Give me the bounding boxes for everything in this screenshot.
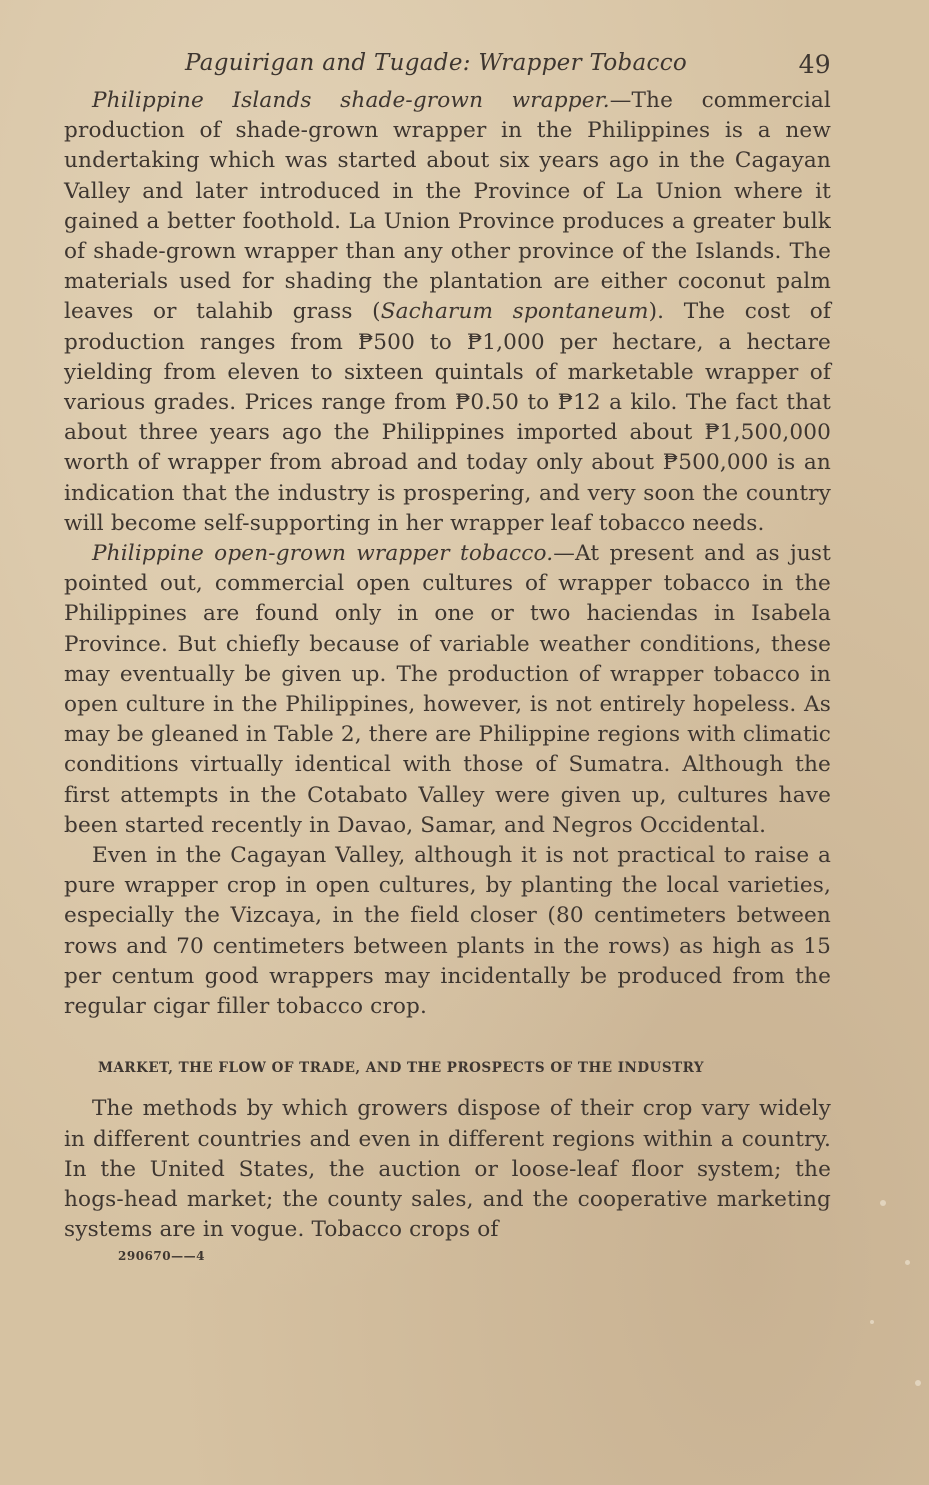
paragraph-cagayan (64, 841, 831, 1022)
paragraph-lead: Philippine Islands shade-grown wrapper. (92, 88, 610, 113)
paragraph-text: Even in the Cagayan Valley, although it is not practical to raise a pure wrapper crop in open cultures, by planting the local varieties, especially the Vizcaya, in the field closer (80 centimeters between rows and 70 centimeters between plants in the rows) as high as 15 per centum good wrappers may incidentally be produced from the regular cigar filler tobacco crop. (64, 843, 831, 1020)
paper-speck (905, 1260, 910, 1265)
paper-speck (880, 1200, 886, 1206)
paragraph-text-continued: ). The cost of production ranges from ₱500 to ₱1,000 per hectare, a hectare yielding from eleven to sixteen quintals of marketable wrapper of various grades. Prices range from ₱0.50 to ₱12 a kilo. The fact that about three years ago the Philippines imported about ₱1,500,000 worth of wrapper from abroad and today only about ₱500,000 is an indication that the industry is prospering, and very soon the country will become self-supporting in her wrapper leaf tobacco needs. (64, 299, 831, 536)
printer-signature: 290670——4 (118, 1249, 205, 1264)
paragraph-text: —The commercial production of shade-grown wrapper in the Philippines is a new undertaking which was started about six years ago in the Cagayan Valley and later introduced in the Province of La Union where it gained a better foothold. La Union Province produces a greater bulk of shade-grown wrapper than any other province of the Islands. The materials used for shading the plantation are either coconut palm leaves or talahib grass ( (64, 88, 831, 325)
paragraph-shade-grown (64, 86, 831, 539)
section-heading: MARKET, THE FLOW OF TRADE, AND THE PROSPECTS OF THE INDUSTRY (98, 1060, 705, 1077)
running-header (64, 46, 831, 86)
paragraph-text: The methods by which growers dispose of their crop vary widely in different countries and even in different regions within a country. In the United States, the auction or loose-leaf floor system; the hogs-head market; the county sales, and the cooperative marketing systems are in vogue. Tobacco crops of (64, 1096, 831, 1243)
running-title: Paguirigan and Tugade: Wrapper Tobacco (185, 50, 688, 76)
page (64, 46, 831, 1263)
paragraph-open-grown (64, 539, 831, 841)
paper-speck (915, 1380, 921, 1386)
paper-speck (870, 1320, 874, 1324)
paragraph-text: —At present and as just pointed out, commercial open cultures of wrapper tobacco in the Philippines are found only in one or two haciendas in Isabela Province. But chiefly because of variable weather conditions, these may eventually be given up. The production of wrapper tobacco in open culture in the Philippines, however, is not entirely hopeless. As may be gleaned in Table 2, there are Philippine regions with climatic conditions virtually identical with those of Sumatra. Although the first attempts in the Cotabato Valley were given up, cultures have been started recently in Davao, Samar, and Negros Occidental. (64, 541, 831, 838)
species-name: Sacharum spontaneum (380, 299, 649, 325)
page-number: 49 (798, 50, 831, 79)
paragraph-lead: Philippine open-grown wrapper tobacco. (92, 541, 554, 567)
paragraph-market (64, 1094, 831, 1245)
